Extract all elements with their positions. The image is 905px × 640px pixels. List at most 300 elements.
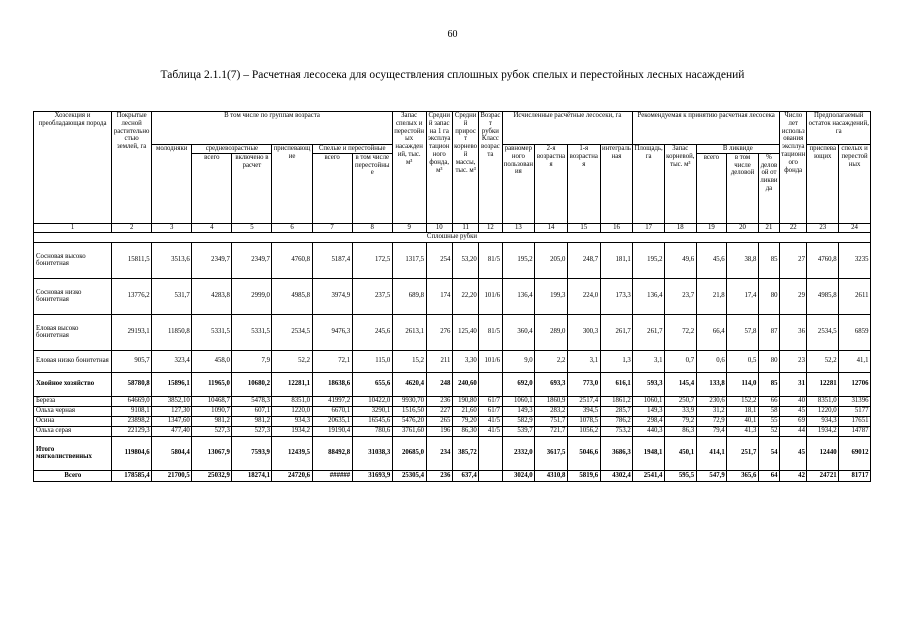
table-cell: 227 xyxy=(426,406,452,416)
table-cell: 41,1 xyxy=(839,350,871,372)
table-cell: 22129,3 xyxy=(112,426,152,436)
table-cell: 2332,0 xyxy=(502,436,535,470)
table-cell: 2613,1 xyxy=(392,314,426,350)
table-cell: 23 xyxy=(780,350,807,372)
header-avg-stock: Средний запас на 1 га эксплуатационного фонда, м³ xyxy=(426,112,452,224)
table-cell: 934,3 xyxy=(272,416,312,426)
table-cell: 41997,2 xyxy=(312,396,352,406)
table-cell: 173,3 xyxy=(600,278,633,314)
table-cell: 52,2 xyxy=(807,350,839,372)
column-number: 1 xyxy=(34,223,112,232)
column-number: 12 xyxy=(479,223,502,232)
header-middle-incl: включено в расчет xyxy=(232,153,272,223)
table-cell: 2349,7 xyxy=(232,242,272,278)
column-number: 8 xyxy=(352,223,392,232)
table-cell: 31693,9 xyxy=(352,470,392,481)
table-cell: 57,8 xyxy=(727,314,759,350)
header-age-groups: В том числе по группам возраста xyxy=(152,112,393,145)
table-cell: 58 xyxy=(758,406,779,416)
table-cell: 190,80 xyxy=(452,396,478,406)
table-cell: 40 xyxy=(780,396,807,406)
table-cell: 115,0 xyxy=(352,350,392,372)
row-label: Береза xyxy=(34,396,112,406)
row-label: Ольха серая xyxy=(34,426,112,436)
table-cell: 27 xyxy=(780,242,807,278)
header-uniform: равномерного пользования xyxy=(502,145,535,224)
table-cell: 240,60 xyxy=(452,372,478,396)
table-cell: 283,2 xyxy=(535,406,568,416)
table-cell: 4760,8 xyxy=(272,242,312,278)
header-liquid-total: всего xyxy=(696,153,727,223)
section-title: Сплошные рубки xyxy=(34,232,871,242)
table-cell: 5331,5 xyxy=(192,314,232,350)
table-cell: 66,4 xyxy=(696,314,727,350)
table-cell: 261,7 xyxy=(600,314,633,350)
table-cell: 3513,6 xyxy=(152,242,192,278)
table-cell: 53,20 xyxy=(452,242,478,278)
table-cell: 12440 xyxy=(807,436,839,470)
table-cell: 196 xyxy=(426,426,452,436)
column-number: 24 xyxy=(839,223,871,232)
table-cell: 2,2 xyxy=(535,350,568,372)
table-cell: 172,5 xyxy=(352,242,392,278)
table-cell: 3761,60 xyxy=(392,426,426,436)
table-cell: 136,4 xyxy=(633,278,665,314)
column-number: 17 xyxy=(633,223,665,232)
row-label: Ольха черная xyxy=(34,406,112,416)
table-cell: 42 xyxy=(780,470,807,481)
column-number: 18 xyxy=(664,223,696,232)
row-label: Итого мягколиственных xyxy=(34,436,112,470)
table-cell: 10422,0 xyxy=(352,396,392,406)
table-cell: 72,2 xyxy=(664,314,696,350)
table-cell: 45,6 xyxy=(696,242,727,278)
table-cell: 593,3 xyxy=(633,372,665,396)
table-cell: 87 xyxy=(758,314,779,350)
table-cell: 1317,5 xyxy=(392,242,426,278)
table-cell: 595,5 xyxy=(664,470,696,481)
table-row xyxy=(34,242,871,278)
table-cell: 178585,4 xyxy=(112,470,152,481)
table-cell: 224,0 xyxy=(567,278,600,314)
row-label: Осина xyxy=(34,416,112,426)
table-cell: 1220,0 xyxy=(272,406,312,416)
table-cell: 211 xyxy=(426,350,452,372)
table-cell: 18274,1 xyxy=(232,470,272,481)
table-cell: 527,3 xyxy=(192,426,232,436)
table-cell: 205,0 xyxy=(535,242,568,278)
table-cell: 52 xyxy=(758,426,779,436)
table-cell xyxy=(479,436,502,470)
table-cell: 1861,2 xyxy=(600,396,633,406)
table-cell: 69012 xyxy=(839,436,871,470)
table-cell: 181,1 xyxy=(600,242,633,278)
table-cell: 80 xyxy=(758,350,779,372)
table-cell: 285,7 xyxy=(600,406,633,416)
table-row xyxy=(34,406,871,416)
table-cell: 19190,4 xyxy=(312,426,352,436)
table-cell: 33,9 xyxy=(664,406,696,416)
table-cell: 4283,8 xyxy=(192,278,232,314)
header-mature-incl: в том числе перестойные xyxy=(352,153,392,223)
header-recommended: Рекомендуемая к принятию расчетная лесосека xyxy=(633,112,780,145)
table-cell: 539,7 xyxy=(502,426,535,436)
table-cell: 10680,2 xyxy=(232,372,272,396)
column-number: 9 xyxy=(392,223,426,232)
table-cell: 934,3 xyxy=(807,416,839,426)
table-cell: 136,4 xyxy=(502,278,535,314)
header-liquid-business: в том числе деловой xyxy=(727,153,759,223)
table-cell: 72,9 xyxy=(696,416,727,426)
table-cell: 250,7 xyxy=(664,396,696,406)
table-cell: 81/5 xyxy=(479,242,502,278)
table-cell: 14787 xyxy=(839,426,871,436)
table-cell: 4620,4 xyxy=(392,372,426,396)
table-cell: 693,3 xyxy=(535,372,568,396)
column-number: 15 xyxy=(567,223,600,232)
table-cell: 31 xyxy=(780,372,807,396)
table-cell: 3974,9 xyxy=(312,278,352,314)
column-number: 13 xyxy=(502,223,535,232)
table-cell: 125,40 xyxy=(452,314,478,350)
table-cell: 3,1 xyxy=(633,350,665,372)
table-cell: 25305,4 xyxy=(392,470,426,481)
table-cell: 4985,8 xyxy=(272,278,312,314)
table-cell: 1090,7 xyxy=(192,406,232,416)
table-cell: 9108,1 xyxy=(112,406,152,416)
header-young: молодняки xyxy=(152,145,192,224)
column-number: 19 xyxy=(696,223,727,232)
table-cell: 3,1 xyxy=(567,350,600,372)
table-cell: 12281,1 xyxy=(272,372,312,396)
table-cell: 55 xyxy=(758,416,779,426)
table-cell: 248,7 xyxy=(567,242,600,278)
table-cell: 5331,5 xyxy=(232,314,272,350)
table-cell: 2517,4 xyxy=(567,396,600,406)
table-cell: 3024,0 xyxy=(502,470,535,481)
table-cell: 251,7 xyxy=(727,436,759,470)
table-cell: 17,4 xyxy=(727,278,759,314)
table-cell xyxy=(479,470,502,481)
table-cell: 29 xyxy=(780,278,807,314)
table-cell: 607,1 xyxy=(232,406,272,416)
table-cell: 5187,4 xyxy=(312,242,352,278)
table-cell: 3,30 xyxy=(452,350,478,372)
table-cell: 236 xyxy=(426,470,452,481)
table-cell: 20685,0 xyxy=(392,436,426,470)
table-cell: 12281 xyxy=(807,372,839,396)
table-cell: 152,2 xyxy=(727,396,759,406)
table-cell: 261,7 xyxy=(633,314,665,350)
table-cell: 2541,4 xyxy=(633,470,665,481)
table-cell: 54 xyxy=(758,436,779,470)
table-cell: 1516,50 xyxy=(392,406,426,416)
table-cell: 61/7 xyxy=(479,406,502,416)
table-cell: 236 xyxy=(426,396,452,406)
table-cell: 2999,0 xyxy=(232,278,272,314)
table-cell: 5819,6 xyxy=(567,470,600,481)
table-cell: 15896,1 xyxy=(152,372,192,396)
table-cell: 655,6 xyxy=(352,372,392,396)
table-row xyxy=(34,426,871,436)
table-cell: 21,8 xyxy=(696,278,727,314)
header-middle: средневозрастные xyxy=(192,145,272,154)
column-number: 11 xyxy=(452,223,478,232)
table-cell: 79,4 xyxy=(696,426,727,436)
table-cell: 298,4 xyxy=(633,416,665,426)
header-species: Хозсекция и преобладающая порода xyxy=(34,112,112,224)
table-cell: 17651 xyxy=(839,416,871,426)
page-number: 60 xyxy=(447,29,458,40)
table-cell: 23,7 xyxy=(664,278,696,314)
table-cell: 88492,8 xyxy=(312,436,352,470)
table-cell: 0,7 xyxy=(664,350,696,372)
header-stock: Запас спелых и перестойных насаждений, тыс. м³ xyxy=(392,112,426,224)
column-number: 6 xyxy=(272,223,312,232)
table-cell: 4302,4 xyxy=(600,470,633,481)
table-cell: 786,2 xyxy=(600,416,633,426)
header-years: Число лет использования эксплуатационного фонда xyxy=(780,112,807,224)
table-cell: 780,6 xyxy=(352,426,392,436)
table-cell: 3852,10 xyxy=(152,396,192,406)
table-cell: 29193,1 xyxy=(112,314,152,350)
table-cell: 385,72 xyxy=(452,436,478,470)
column-number: 20 xyxy=(727,223,759,232)
column-number: 10 xyxy=(426,223,452,232)
table-row xyxy=(34,436,871,470)
table-cell: 4760,8 xyxy=(807,242,839,278)
table-cell: 234 xyxy=(426,436,452,470)
table-row xyxy=(34,350,871,372)
table-cell: 527,3 xyxy=(232,426,272,436)
row-label: Еловая низко бонитетная xyxy=(34,350,112,372)
table-cell: 276 xyxy=(426,314,452,350)
table-cell: 1934,2 xyxy=(807,426,839,436)
row-label: Хвойное хозяйство xyxy=(34,372,112,396)
table-cell: 3617,5 xyxy=(535,436,568,470)
table-cell: 230,6 xyxy=(696,396,727,406)
table-cell: 5177 xyxy=(839,406,871,416)
table-cell: 195,2 xyxy=(502,242,535,278)
table-cell: 414,1 xyxy=(696,436,727,470)
table-cell: 69 xyxy=(780,416,807,426)
table-cell: 49,6 xyxy=(664,242,696,278)
table-cell: 12706 xyxy=(839,372,871,396)
table-cell: 45 xyxy=(780,436,807,470)
table-cell: 10468,7 xyxy=(192,396,232,406)
table-cell: 1056,2 xyxy=(567,426,600,436)
table-cell: 18,1 xyxy=(727,406,759,416)
table-cell: 41,3 xyxy=(727,426,759,436)
header-calculated: Исчисленные расчётные лесосеки, га xyxy=(502,112,633,145)
table-caption: Таблица 2.1.1(7) – Расчетная лесосека для осуществления сплошных рубок спелых и перестойных лесных насаждений xyxy=(160,69,745,81)
table-cell: 21,60 xyxy=(452,406,478,416)
column-number: 5 xyxy=(232,223,272,232)
column-number: 4 xyxy=(192,223,232,232)
table-cell: 9476,3 xyxy=(312,314,352,350)
table-cell: 86,3 xyxy=(664,426,696,436)
table-cell: 45 xyxy=(780,406,807,416)
table-cell: 1220,0 xyxy=(807,406,839,416)
table-cell: 101/6 xyxy=(479,350,502,372)
table-cell: 6859 xyxy=(839,314,871,350)
header-rem-mature: спелых и перестойных xyxy=(839,145,871,224)
row-label: Еловая высоко бонитетная xyxy=(34,314,112,350)
table-cell: 1060,1 xyxy=(633,396,665,406)
table-cell: 5046,6 xyxy=(567,436,600,470)
table-cell: ###### xyxy=(312,470,352,481)
table-cell: 2534,5 xyxy=(272,314,312,350)
header-area: Покрытые лесной растительностью землей, га xyxy=(112,112,152,224)
table-cell: 11850,8 xyxy=(152,314,192,350)
table-cell: 689,8 xyxy=(392,278,426,314)
table-row xyxy=(34,278,871,314)
table-cell: 85 xyxy=(758,372,779,396)
table-cell: 13776,2 xyxy=(112,278,152,314)
table-cell: 9,0 xyxy=(502,350,535,372)
header-integral: интегральная xyxy=(600,145,633,224)
table-cell: 5478,3 xyxy=(232,396,272,406)
table-cell: 13067,9 xyxy=(192,436,232,470)
table-cell: 1948,1 xyxy=(633,436,665,470)
table-cell: 119804,6 xyxy=(112,436,152,470)
table-cell: 145,4 xyxy=(664,372,696,396)
table-cell: 981,2 xyxy=(232,416,272,426)
table-cell: 237,5 xyxy=(352,278,392,314)
table-cell: 637,4 xyxy=(452,470,478,481)
table-cell: 692,0 xyxy=(502,372,535,396)
table-cell: 1078,5 xyxy=(567,416,600,426)
header-middle-total: всего xyxy=(192,153,232,223)
table-cell: 149,3 xyxy=(502,406,535,416)
table-row xyxy=(34,396,871,406)
column-number: 3 xyxy=(152,223,192,232)
table-cell: 5476,20 xyxy=(392,416,426,426)
row-label: Сосновая высоко бонитетная xyxy=(34,242,112,278)
table-row xyxy=(34,314,871,350)
table-cell: 1934,2 xyxy=(272,426,312,436)
table-cell: 6670,1 xyxy=(312,406,352,416)
table-cell: 16545,6 xyxy=(352,416,392,426)
table-cell: 31396 xyxy=(839,396,871,406)
table-cell: 114,0 xyxy=(727,372,759,396)
table-cell: 127,30 xyxy=(152,406,192,416)
table-cell: 905,7 xyxy=(112,350,152,372)
table-cell: 195,2 xyxy=(633,242,665,278)
header-age-class: Возраст рубки Класс возраста xyxy=(479,112,502,224)
table-cell: 15811,5 xyxy=(112,242,152,278)
table-cell xyxy=(479,372,502,396)
table-cell: 394,5 xyxy=(567,406,600,416)
table-cell: 1060,1 xyxy=(502,396,535,406)
table-cell: 36 xyxy=(780,314,807,350)
table-cell: 40,1 xyxy=(727,416,759,426)
table-cell: 81717 xyxy=(839,470,871,481)
table-cell: 458,0 xyxy=(192,350,232,372)
column-number-row xyxy=(34,223,871,232)
table-cell: 81/5 xyxy=(479,314,502,350)
header-rem-pre: приспевающих xyxy=(807,145,839,224)
table-cell: 3235 xyxy=(839,242,871,278)
column-number: 2 xyxy=(112,223,152,232)
column-number: 7 xyxy=(312,223,352,232)
table-cell: 323,4 xyxy=(152,350,192,372)
header-remaining: Предполагаемый остаток насаждений, га xyxy=(807,112,871,145)
table-cell: 72,1 xyxy=(312,350,352,372)
column-number: 22 xyxy=(780,223,807,232)
table-cell: 5804,4 xyxy=(152,436,192,470)
table-cell: 3290,1 xyxy=(352,406,392,416)
table-cell: 360,4 xyxy=(502,314,535,350)
table-cell: 23898,2 xyxy=(112,416,152,426)
table-cell: 365,6 xyxy=(727,470,759,481)
table-cell: 616,1 xyxy=(600,372,633,396)
table-cell: 86,30 xyxy=(452,426,478,436)
table-cell: 25032,9 xyxy=(192,470,232,481)
table-cell: 477,40 xyxy=(152,426,192,436)
table-cell: 265 xyxy=(426,416,452,426)
table-cell: 21700,5 xyxy=(152,470,192,481)
table-cell: 58780,8 xyxy=(112,372,152,396)
table-row xyxy=(34,416,871,426)
table-cell: 1860,9 xyxy=(535,396,568,406)
header-avg-increment: Средний прирост корневой массы, тыс. м³ xyxy=(452,112,478,224)
table-cell: 11965,0 xyxy=(192,372,232,396)
table-cell: 2611 xyxy=(839,278,871,314)
table-cell: 2349,7 xyxy=(192,242,232,278)
table-cell: 31038,3 xyxy=(352,436,392,470)
column-number: 23 xyxy=(807,223,839,232)
table-cell: 133,8 xyxy=(696,372,727,396)
table-cell: 7,9 xyxy=(232,350,272,372)
table-cell: 981,2 xyxy=(192,416,232,426)
header-mature: Спелые и перестойные xyxy=(312,145,392,154)
table-cell: 300,3 xyxy=(567,314,600,350)
table-cell: 8351,0 xyxy=(807,396,839,406)
header-pre-mature: приспевающие xyxy=(272,145,312,224)
table-cell: 8351,0 xyxy=(272,396,312,406)
table-cell: 7593,9 xyxy=(232,436,272,470)
table-cell: 31,2 xyxy=(696,406,727,416)
table-cell: 9930,70 xyxy=(392,396,426,406)
header-rec-area: Площадь, га xyxy=(633,145,665,224)
table-cell: 20635,1 xyxy=(312,416,352,426)
table-cell: 3686,3 xyxy=(600,436,633,470)
table-cell: 79,2 xyxy=(664,416,696,426)
table-cell: 174 xyxy=(426,278,452,314)
table-cell: 0,6 xyxy=(696,350,727,372)
table-cell: 4310,8 xyxy=(535,470,568,481)
table-cell: 531,7 xyxy=(152,278,192,314)
table-cell: 85 xyxy=(758,242,779,278)
table-cell: 199,3 xyxy=(535,278,568,314)
row-label: Всего xyxy=(34,470,112,481)
table-cell: 41/5 xyxy=(479,416,502,426)
table-cell: 44 xyxy=(780,426,807,436)
column-number: 16 xyxy=(600,223,633,232)
table-cell: 149,3 xyxy=(633,406,665,416)
row-label: Сосновая низко бонитетная xyxy=(34,278,112,314)
table-cell: 1347,60 xyxy=(152,416,192,426)
lesoseka-table xyxy=(33,111,871,482)
header-liquid-pct: % деловой от ликвида xyxy=(758,153,779,223)
table-cell: 15,2 xyxy=(392,350,426,372)
table-cell: 12439,5 xyxy=(272,436,312,470)
table-cell: 22,20 xyxy=(452,278,478,314)
table-cell: 64669,0 xyxy=(112,396,152,406)
table-cell: 753,2 xyxy=(600,426,633,436)
table-cell: 24721 xyxy=(807,470,839,481)
